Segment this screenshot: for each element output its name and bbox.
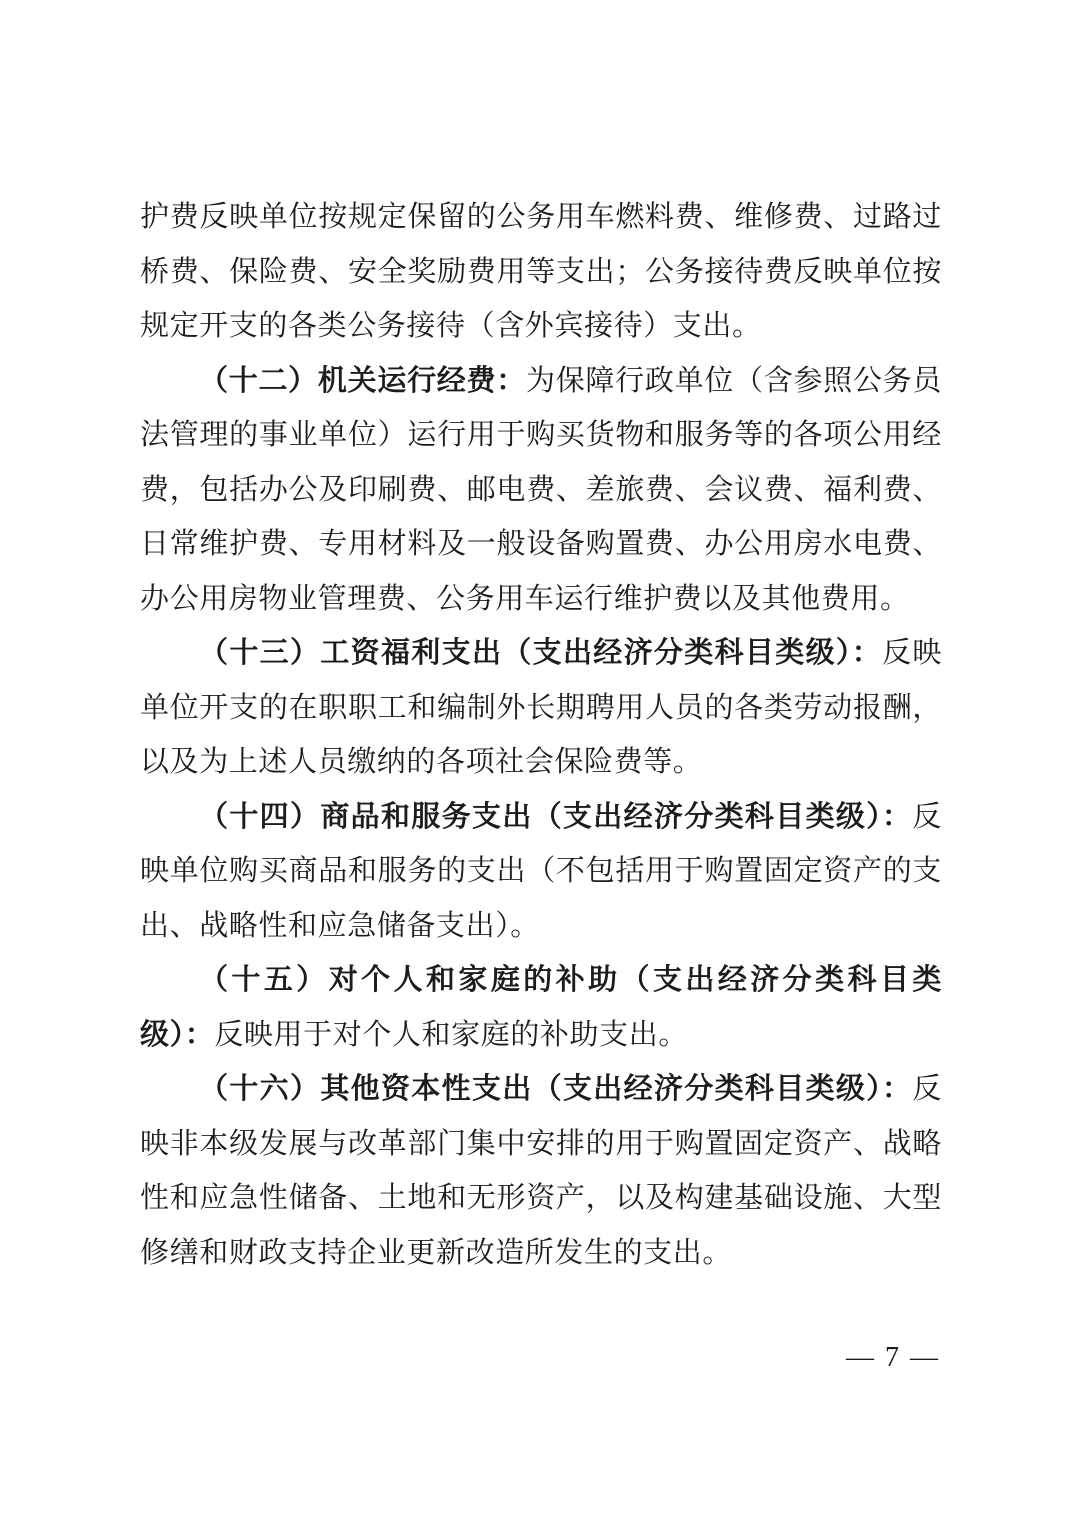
- paragraph: [140, 190, 942, 354]
- paragraph-text: 反映单位开支的在职职工和编制外长期聘用人员的各类劳动报酬，以及为上述人员缴纳的各项社会保险费等。: [140, 637, 942, 778]
- paragraph: [140, 354, 942, 627]
- document-body: [140, 190, 942, 1280]
- paragraph-text: 反映用于对个人和家庭的补助支出。: [214, 1018, 688, 1051]
- paragraph-lead: （十六）其他资本性支出（支出经济分类科目类级）：: [199, 1073, 913, 1105]
- paragraph-text: 反映非本级发展与改革部门集中安排的用于购置固定资产、战略性和应急性储备、土地和无形资产，以及构建基础设施、大型修缮和财政支持企业更新改造所发生的支出。: [140, 1073, 942, 1269]
- paragraph-lead: （十五）对个人和家庭的补助（支出经济分类科目类级）：: [140, 964, 942, 1051]
- paragraph-text: 反映单位购买商品和服务的支出（不包括用于购置固定资产的支出、战略性和应急储备支出）。: [140, 800, 942, 942]
- paragraph: [140, 790, 942, 954]
- paragraph: [140, 1062, 942, 1280]
- page-number: — 7 —: [846, 1342, 940, 1373]
- paragraph-lead: （十四）商品和服务支出（支出经济分类科目类级）：: [199, 800, 913, 833]
- paragraph-text: 护费反映单位按规定保留的公务用车燃料费、维修费、过路过桥费、保险费、安全奖励费用等支出；公务接待费反映单位按规定开支的各类公务接待（含外宾接待）支出。: [140, 201, 942, 342]
- paragraph-text: 为保障行政单位（含参照公务员法管理的事业单位）运行用于购买货物和服务等的各项公用经费，包括办公及印刷费、邮电费、差旅费、会议费、福利费、日常维护费、专用材料及一般设备购置费、办公用房水电费、办公用房物业管理费、公务用车运行维护费以及其他费用。: [140, 364, 942, 615]
- paragraph-lead: （十三）工资福利支出（支出经济分类科目类级）：: [199, 637, 883, 669]
- paragraph-lead: （十二）机关运行经费：: [199, 364, 526, 397]
- paragraph: [140, 626, 942, 790]
- paragraph: [140, 953, 942, 1062]
